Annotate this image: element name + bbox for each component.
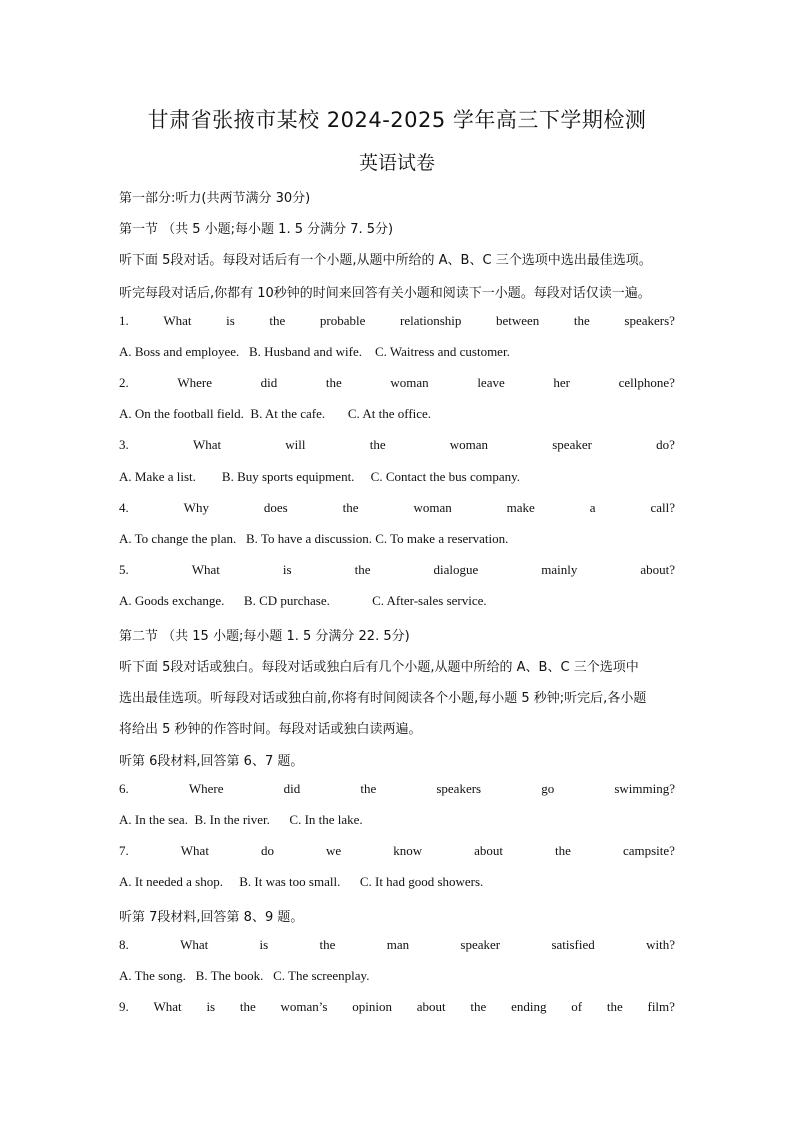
section2-instruction-line2: 选出最佳选项。听每段对话或独白前,你将有时间阅读各个小题,每小题 5 秒钟;听完后,各小题: [119, 691, 647, 706]
question-word: the: [319, 937, 336, 952]
question-word: mainly: [541, 562, 578, 577]
question-word: speakers: [436, 781, 482, 796]
question-word: 5.: [119, 562, 129, 577]
question-word: swimming?: [614, 781, 675, 796]
question-word: do: [260, 843, 274, 858]
section2-heading: 第二节 （共 15 小题;每小题 1. 5 分满分 22. 5分): [119, 629, 410, 644]
question-3-options: A. Make a list. B. Buy sports equipment. C. Contact the bus company.: [119, 469, 521, 484]
question-5: [119, 562, 675, 578]
question-word: woman’s: [280, 999, 328, 1014]
question-word: the: [369, 437, 386, 452]
question-word: woman: [390, 375, 429, 390]
question-word: call?: [650, 500, 675, 515]
question-word: speaker: [460, 937, 501, 952]
question-word: cellphone?: [618, 375, 675, 390]
question-word: ending: [511, 999, 547, 1014]
question-word: is: [259, 937, 269, 952]
question-word: the: [325, 375, 342, 390]
part1-heading: 第一部分:听力(共两节满分 30分): [119, 191, 311, 206]
question-word: the: [470, 999, 487, 1014]
section1-instruction-line1: 听下面 5段对话。每段对话后有一个小题,从题中所给的 A、B、C 三个选项中选出最佳选项。: [119, 253, 652, 268]
exam-subtitle: 英语试卷: [358, 152, 435, 174]
question-word: is: [282, 562, 292, 577]
question-word: about: [474, 843, 504, 858]
question-1-options: A. Boss and employee. B. Husband and wife. C. Waitress and customer.: [119, 344, 510, 359]
question-word: 7.: [119, 843, 129, 858]
question-4-options: A. To change the plan. B. To have a discussion. C. To make a reservation.: [119, 531, 509, 546]
question-word: the: [342, 500, 359, 515]
question-word: dialogue: [433, 562, 479, 577]
question-word: relationship: [400, 313, 462, 328]
question-8: [119, 937, 675, 953]
question-word: her: [553, 375, 570, 390]
question-word: 3.: [119, 437, 129, 452]
question-word: Where: [177, 375, 213, 390]
question-word: the: [354, 562, 371, 577]
question-word: What: [180, 937, 209, 952]
question-word: is: [206, 999, 216, 1014]
question-7: [119, 843, 675, 859]
question-word: satisfied: [551, 937, 595, 952]
question-word: the: [360, 781, 377, 796]
question-word: opinion: [352, 999, 392, 1014]
question-word: a: [589, 500, 596, 515]
question-2-options: A. On the football field. B. At the cafe. C. At the office.: [119, 406, 432, 421]
question-9: [119, 999, 675, 1015]
section1-heading: 第一节 （共 5 小题;每小题 1. 5 分满分 7. 5分): [119, 222, 394, 237]
question-word: we: [326, 843, 342, 858]
section1-instruction-line2: 听完每段对话后,你都有 10秒钟的时间来回答有关小题和阅读下一小题。每段对话仅读一遍。: [119, 286, 651, 301]
question-word: the: [555, 843, 571, 858]
question-word: probable: [319, 313, 366, 328]
question-word: do?: [656, 437, 675, 452]
section2-instruction-line3: 将给出 5 秒钟的作答时间。每段对话或独白读两遍。: [119, 722, 422, 737]
question-word: know: [393, 843, 423, 858]
question-word: with?: [646, 937, 675, 952]
question-word: the: [239, 999, 256, 1014]
question-4: [119, 500, 675, 516]
question-word: the: [573, 313, 590, 328]
question-word: What: [191, 562, 220, 577]
material-7-heading: 听第 7段材料,回答第 8、9 题。: [119, 910, 304, 925]
question-word: the: [606, 999, 623, 1014]
question-3: [119, 437, 675, 453]
question-word: What: [192, 437, 222, 452]
material-6-heading: 听第 6段材料,回答第 6、7 题。: [119, 754, 304, 769]
question-word: What: [180, 843, 209, 858]
question-2: [119, 375, 675, 391]
question-word: 2.: [119, 375, 129, 390]
question-5-options: A. Goods exchange. B. CD purchase. C. After-sales service.: [119, 593, 487, 608]
question-word: man: [386, 937, 410, 952]
exam-title: 甘肃省张掖市某校 2024-2025 学年高三下学期检测: [147, 108, 647, 132]
question-word: 1.: [119, 313, 129, 328]
question-word: about: [416, 999, 446, 1014]
question-word: campsite?: [622, 843, 675, 858]
question-word: will: [285, 437, 306, 452]
question-word: What: [163, 313, 192, 328]
question-word: What: [153, 999, 182, 1014]
question-1: [119, 313, 675, 329]
question-8-options: A. The song. B. The book. C. The screenplay.: [119, 968, 370, 983]
section2-instruction-line1: 听下面 5段对话或独白。每段对话或独白后有几个小题,从题中所给的 A、B、C 三个选项中: [119, 660, 639, 675]
question-word: make: [506, 500, 535, 515]
question-word: between: [496, 313, 540, 328]
question-word: speakers?: [624, 313, 675, 328]
question-word: Why: [183, 500, 209, 515]
question-word: did: [260, 375, 278, 390]
question-word: 6.: [119, 781, 129, 796]
question-word: film?: [647, 999, 675, 1014]
question-word: the: [269, 313, 286, 328]
question-7-options: A. It needed a shop. B. It was too small. C. It had good showers.: [119, 874, 484, 889]
question-word: did: [283, 781, 301, 796]
question-word: 9.: [119, 999, 129, 1014]
question-word: go: [541, 781, 555, 796]
question-word: leave: [477, 375, 505, 390]
question-word: about?: [640, 562, 675, 577]
question-word: Where: [188, 781, 224, 796]
question-word: does: [263, 500, 288, 515]
question-word: woman: [413, 500, 452, 515]
question-word: of: [571, 999, 583, 1014]
question-6-options: A. In the sea. B. In the river. C. In the lake.: [119, 812, 363, 827]
question-6: [119, 781, 675, 797]
question-word: is: [226, 313, 235, 328]
question-word: 4.: [119, 500, 129, 515]
question-word: speaker: [552, 437, 592, 452]
question-word: 8.: [119, 937, 129, 952]
question-word: woman: [449, 437, 489, 452]
